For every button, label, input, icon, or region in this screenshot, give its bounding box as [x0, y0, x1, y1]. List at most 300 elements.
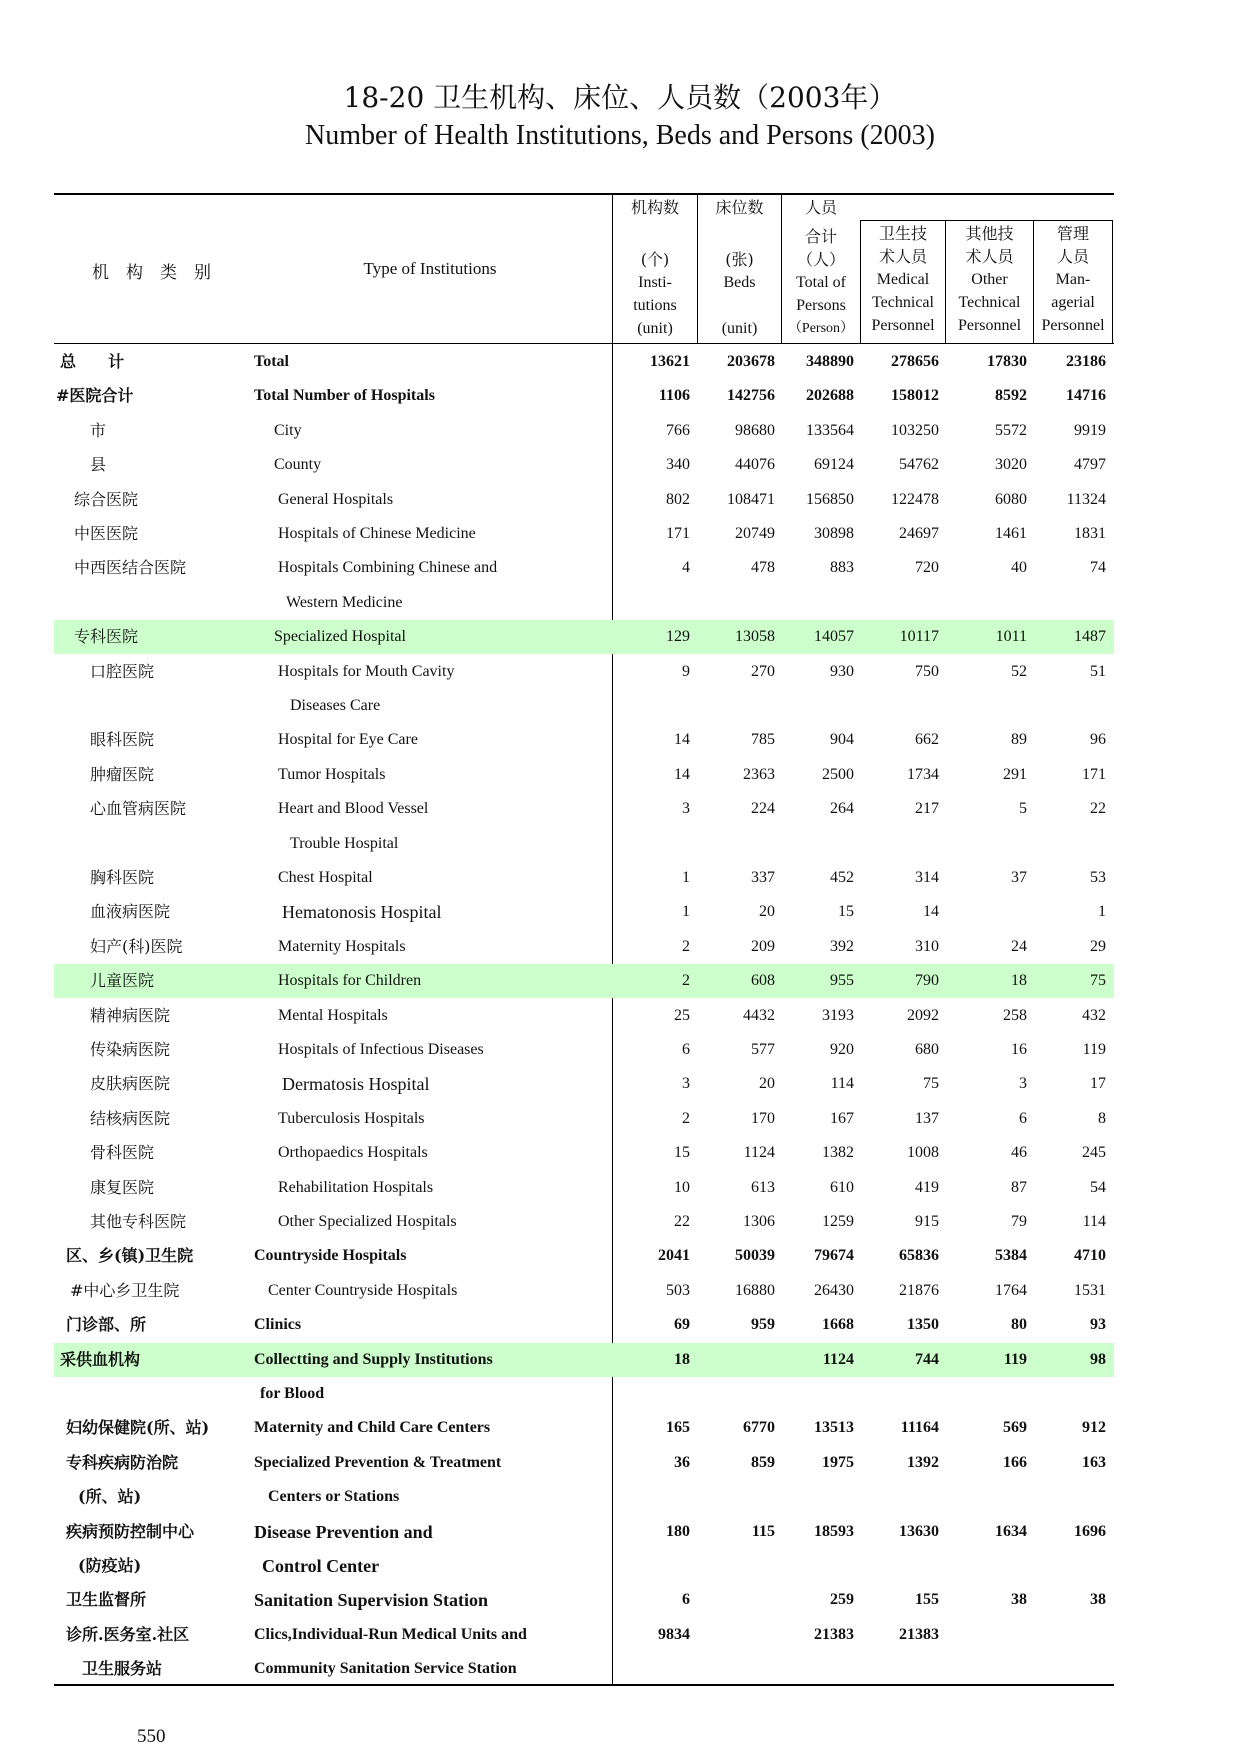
table-row: [54, 483, 1114, 517]
row-category-cn: 骨科医院: [90, 1143, 155, 1163]
cell-medical-technical: 54762: [899, 456, 939, 474]
table-row: [54, 1274, 1114, 1308]
cell-managerial: 114: [1082, 1213, 1106, 1230]
cell-beds: [697, 689, 775, 723]
cell-other-technical: 1634: [995, 1522, 1027, 1540]
cell-other-technical: 24: [1011, 937, 1027, 955]
row-type-en: Clinics: [254, 1316, 302, 1334]
cell-managerial: 171: [1082, 765, 1106, 783]
cell-total-persons: 930: [830, 662, 854, 680]
cell-medical-technical: 1392: [907, 1453, 939, 1471]
cell-institutions: 10: [674, 1178, 690, 1196]
cell-total-persons: 14057: [814, 628, 854, 646]
cell-institutions: 1: [682, 869, 690, 886]
table-row: [54, 827, 1114, 861]
row-type-en: Tumor Hospitals: [278, 765, 386, 783]
cell-other-technical: [945, 895, 1027, 929]
cell-institutions: 25: [674, 1006, 690, 1024]
cell-other-technical: 46: [1011, 1144, 1027, 1162]
row-category-cn: 胸科医院: [90, 868, 155, 887]
row-type-en: Total Number of Hospitals: [254, 387, 435, 405]
cell-total-persons: 1382: [822, 1144, 854, 1162]
cell-medical-technical: 14: [923, 903, 939, 921]
page-number: 550: [137, 1726, 166, 1747]
row-category-cn: 传染病医院: [90, 1040, 171, 1059]
cell-institutions: 36: [674, 1453, 690, 1471]
header-institutions: 机构数 (个) Insti- tutions (unit): [630, 198, 679, 337]
cell-other-technical: 38: [1011, 1591, 1027, 1609]
row-type-en: General Hospitals: [278, 490, 394, 508]
row-category-cn: 结核病医院: [90, 1108, 171, 1128]
row-type-en: Heart and Blood Vessel: [278, 800, 429, 818]
header-persons-group: 人员 合计 （人） Total of Persons （Person）: [787, 198, 855, 336]
cell-medical-technical: 217: [915, 800, 939, 818]
cell-total-persons: 392: [830, 937, 854, 955]
cell-total-persons: 18593: [814, 1522, 854, 1540]
row-category-cn: (防疫站): [78, 1556, 142, 1575]
cell-medical-technical: 65836: [899, 1247, 939, 1265]
table-row: [54, 586, 1114, 620]
cell-managerial: 245: [1082, 1144, 1106, 1162]
row-category-cn: 诊所.医务室.社区: [66, 1624, 190, 1644]
row-type-en: Specialized Prevention & Treatment: [254, 1453, 502, 1471]
page-title-en: Number of Health Institutions, Beds and Persons (2003): [305, 120, 935, 151]
cell-institutions: 9: [682, 662, 690, 680]
cell-institutions: 9834: [658, 1625, 690, 1643]
row-category-cn: 采供血机构: [60, 1349, 141, 1369]
cell-beds: 50039: [735, 1247, 775, 1265]
row-type-en: Dermatosis Hospital: [282, 1074, 430, 1095]
cell-other-technical: 17830: [987, 353, 1027, 370]
cell-institutions: 15: [674, 1144, 690, 1162]
cell-other-technical: 3020: [995, 456, 1027, 474]
cell-beds: 337: [751, 869, 775, 886]
table-row: [54, 1549, 1114, 1583]
header-beds: 床位数 (张) Beds (unit): [715, 198, 764, 337]
cell-beds: [697, 1583, 775, 1617]
table-row: [54, 1343, 1114, 1377]
cell-beds: 20749: [735, 525, 775, 542]
cell-beds: 209: [751, 937, 775, 955]
cell-total-persons: 156850: [806, 490, 854, 508]
cell-managerial: [1033, 1652, 1106, 1686]
cell-other-technical: [945, 1652, 1027, 1686]
table-row: [54, 1377, 1114, 1411]
table-row: [54, 1205, 1114, 1239]
table-row: [54, 861, 1114, 895]
cell-managerial: 9919: [1074, 421, 1106, 439]
row-category-cn: #中心乡卫生院: [70, 1280, 180, 1300]
cell-beds: 20: [759, 903, 775, 921]
row-category-cn: 卫生服务站: [82, 1659, 163, 1679]
row-type-en: Orthopaedics Hospitals: [278, 1144, 428, 1162]
cell-medical-technical: 75: [923, 1075, 939, 1093]
cell-institutions: 766: [666, 421, 690, 439]
cell-total-persons: 259: [830, 1591, 854, 1609]
cell-institutions: 503: [666, 1281, 690, 1299]
cell-beds: 142756: [727, 387, 775, 405]
cell-managerial: 8: [1098, 1109, 1106, 1127]
cell-other-technical: 40: [1011, 559, 1027, 577]
cell-medical-technical: 13630: [899, 1522, 939, 1540]
table-row: [54, 895, 1114, 929]
row-category-cn: 肿瘤医院: [90, 764, 155, 784]
row-category-cn: 眼科医院: [90, 730, 155, 750]
row-type-en: City: [274, 421, 302, 439]
row-type-en: Tuberculosis Hospitals: [278, 1109, 425, 1127]
cell-managerial: 4797: [1074, 456, 1106, 474]
cell-other-technical: 80: [1011, 1316, 1027, 1334]
table-row: [54, 517, 1114, 551]
cell-managerial: 119: [1082, 1041, 1106, 1058]
cell-total-persons: [781, 1652, 854, 1686]
cell-beds: 959: [751, 1316, 775, 1334]
cell-beds: [697, 1549, 775, 1583]
cell-medical-technical: 24697: [899, 525, 939, 542]
cell-other-technical: [945, 1549, 1027, 1583]
cell-beds: 20: [759, 1075, 775, 1093]
cell-total-persons: [781, 689, 854, 723]
row-type-en: Diseases Care: [290, 697, 381, 714]
cell-institutions: [612, 827, 690, 861]
cell-medical-technical: 1008: [907, 1144, 939, 1162]
row-category-cn: 其他专科医院: [90, 1212, 187, 1231]
page-title-cn: 18-20 卫生机构、床位、人员数（2003年）: [343, 81, 897, 114]
cell-total-persons: [781, 1480, 854, 1514]
cell-medical-technical: 680: [915, 1041, 939, 1058]
cell-total-persons: 3193: [822, 1006, 854, 1024]
cell-medical-technical: 750: [915, 662, 939, 680]
cell-total-persons: 114: [830, 1075, 854, 1093]
cell-beds: 785: [751, 731, 775, 749]
cell-managerial: 163: [1082, 1453, 1106, 1471]
cell-institutions: [612, 1652, 690, 1686]
cell-medical-technical: 419: [915, 1178, 939, 1196]
table-top-rule: [54, 193, 1114, 195]
cell-total-persons: 920: [830, 1041, 854, 1058]
cell-other-technical: 16: [1011, 1041, 1027, 1058]
cell-medical-technical: 662: [915, 731, 939, 749]
cell-beds: 108471: [727, 490, 775, 508]
cell-total-persons: 883: [830, 559, 854, 577]
row-type-en: Countryside Hospitals: [254, 1247, 407, 1265]
row-category-cn: 中西医结合医院: [74, 558, 187, 578]
cell-total-persons: 21383: [814, 1625, 854, 1643]
cell-institutions: 6: [682, 1041, 690, 1058]
cell-other-technical: 87: [1011, 1178, 1027, 1196]
table-row: [54, 1411, 1114, 1445]
cell-other-technical: 37: [1011, 869, 1027, 886]
cell-institutions: [612, 1377, 690, 1411]
row-category-cn: 市: [90, 420, 107, 440]
table-row: [54, 1480, 1114, 1514]
row-type-en: Mental Hospitals: [278, 1006, 388, 1024]
cell-institutions: [612, 1480, 690, 1514]
row-type-en: Collectting and Supply Institutions: [254, 1350, 493, 1368]
cell-beds: 170: [751, 1109, 775, 1127]
cell-other-technical: 3: [1019, 1075, 1027, 1093]
cell-managerial: 23186: [1066, 353, 1106, 370]
row-type-en: Other Specialized Hospitals: [278, 1213, 457, 1230]
header-bottom-rule: [54, 343, 1114, 344]
cell-other-technical: 1764: [995, 1281, 1027, 1299]
table-row: [54, 723, 1114, 757]
cell-beds: 115: [751, 1522, 775, 1540]
cell-managerial: 74: [1090, 559, 1106, 577]
cell-other-technical: 569: [1003, 1419, 1027, 1437]
cell-institutions: 6: [682, 1591, 690, 1609]
row-type-en: County: [274, 456, 322, 474]
cell-total-persons: 1124: [822, 1350, 854, 1368]
cell-other-technical: 291: [1003, 765, 1027, 783]
cell-institutions: 4: [682, 559, 690, 577]
persons-subgroup-rule: [860, 220, 1113, 221]
row-category-cn: 总 计: [60, 352, 125, 371]
cell-beds: 6770: [743, 1419, 775, 1437]
cell-total-persons: 69124: [814, 456, 854, 474]
cell-other-technical: 79: [1011, 1213, 1027, 1230]
cell-managerial: [1033, 1618, 1106, 1652]
cell-total-persons: 1259: [822, 1213, 854, 1230]
cell-institutions: 14: [674, 731, 690, 749]
cell-other-technical: [945, 689, 1027, 723]
cell-managerial: [1033, 1377, 1106, 1411]
cell-other-technical: 1461: [995, 525, 1027, 542]
row-type-en: Rehabilitation Hospitals: [278, 1178, 434, 1196]
row-type-en: for Blood: [260, 1385, 325, 1402]
cell-medical-technical: 103250: [891, 421, 939, 439]
cell-total-persons: [781, 1377, 854, 1411]
row-category-cn: 专科疾病防治院: [66, 1452, 179, 1472]
header-other: 其他技 术人员 Other Technical Personnel: [957, 224, 1022, 334]
cell-institutions: 165: [666, 1419, 690, 1437]
table-row: [54, 758, 1114, 792]
cell-managerial: 51: [1090, 662, 1106, 680]
row-category-cn: 心血管病医院: [90, 799, 187, 819]
row-type-en: Chest Hospital: [278, 869, 373, 886]
cell-medical-technical: 915: [915, 1213, 939, 1230]
cell-other-technical: 5: [1019, 800, 1027, 818]
row-type-en: Center Countryside Hospitals: [268, 1281, 458, 1299]
cell-total-persons: 904: [830, 731, 854, 749]
row-type-en: Specialized Hospital: [274, 628, 406, 646]
cell-managerial: [1033, 1549, 1106, 1583]
cell-beds: [697, 1480, 775, 1514]
cell-medical-technical: 310: [915, 937, 939, 955]
cell-beds: [697, 1618, 775, 1652]
cell-institutions: 2: [682, 937, 690, 955]
cell-beds: 224: [751, 800, 775, 818]
cell-managerial: [1033, 689, 1106, 723]
cell-beds: 613: [751, 1178, 775, 1196]
cell-total-persons: 13513: [814, 1419, 854, 1437]
cell-medical-technical: 2092: [907, 1006, 939, 1024]
table-row: [54, 414, 1114, 448]
cell-managerial: [1033, 586, 1106, 620]
row-type-en: Centers or Stations: [268, 1488, 400, 1506]
table-row: [54, 1102, 1114, 1136]
cell-medical-technical: 11164: [900, 1419, 939, 1437]
table-row: [54, 1171, 1114, 1205]
cell-managerial: 75: [1090, 972, 1106, 990]
cell-beds: 1306: [743, 1213, 775, 1230]
row-category-cn: #医院合计: [56, 386, 134, 406]
cell-total-persons: 1975: [822, 1453, 854, 1471]
cell-other-technical: 5384: [995, 1247, 1027, 1265]
cell-managerial: 432: [1082, 1006, 1106, 1024]
cell-managerial: 29: [1090, 937, 1106, 955]
cell-managerial: 1696: [1074, 1522, 1106, 1540]
cell-managerial: 912: [1082, 1419, 1106, 1437]
cell-medical-technical: [860, 827, 939, 861]
cell-medical-technical: [860, 1652, 939, 1686]
table-row: [54, 1446, 1114, 1480]
cell-beds: 478: [751, 559, 775, 577]
cell-beds: 44076: [735, 456, 775, 474]
cell-total-persons: 452: [830, 869, 854, 886]
cell-beds: 577: [751, 1041, 775, 1058]
cell-institutions: [612, 586, 690, 620]
cell-other-technical: [945, 1377, 1027, 1411]
table-row: [54, 689, 1114, 723]
row-category-cn: 皮肤病医院: [90, 1074, 171, 1094]
cell-beds: [697, 827, 775, 861]
cell-managerial: 22: [1090, 800, 1106, 818]
cell-other-technical: 18: [1011, 972, 1027, 990]
cell-medical-technical: 122478: [891, 490, 939, 508]
cell-medical-technical: [860, 1480, 939, 1514]
table-row: [54, 620, 1114, 654]
table-row: [54, 999, 1114, 1033]
cell-other-technical: [945, 1618, 1027, 1652]
row-type-en: Control Center: [262, 1556, 380, 1576]
row-type-en: Maternity and Child Care Centers: [254, 1419, 491, 1437]
cell-total-persons: 133564: [806, 421, 854, 439]
row-type-en: Community Sanitation Service Station: [254, 1660, 517, 1678]
table-row: [54, 1033, 1114, 1067]
cell-other-technical: [945, 586, 1027, 620]
cell-beds: [697, 586, 775, 620]
cell-managerial: 17: [1090, 1075, 1106, 1093]
cell-managerial: 1: [1098, 903, 1106, 921]
row-category-cn: 卫生监督所: [66, 1590, 147, 1610]
cell-other-technical: [945, 1480, 1027, 1514]
cell-medical-technical: 158012: [891, 387, 939, 405]
cell-managerial: 11324: [1066, 490, 1106, 508]
cell-medical-technical: 790: [915, 972, 939, 990]
cell-other-technical: 119: [1003, 1350, 1027, 1368]
cell-beds: 16880: [735, 1281, 775, 1299]
cell-total-persons: 348890: [806, 353, 854, 370]
cell-total-persons: 15: [838, 903, 854, 921]
cell-institutions: 1: [682, 903, 690, 921]
cell-total-persons: 167: [830, 1109, 854, 1127]
cell-institutions: 180: [666, 1522, 690, 1540]
row-category-cn: 中医医院: [74, 524, 139, 543]
cell-institutions: 3: [682, 800, 690, 818]
row-type-en: Clics,Individual-Run Medical Units and: [254, 1625, 527, 1643]
row-type-en: Hospitals of Infectious Diseases: [278, 1041, 484, 1058]
cell-beds: 2363: [743, 765, 775, 783]
cell-institutions: 802: [666, 490, 690, 508]
cell-beds: 13058: [735, 628, 775, 646]
cell-medical-technical: 744: [915, 1350, 939, 1368]
table-row: [54, 379, 1114, 413]
cell-managerial: 4710: [1074, 1247, 1106, 1265]
header-type-en: Type of Institutions: [363, 259, 497, 278]
cell-medical-technical: 10117: [899, 628, 939, 646]
cell-beds: 859: [751, 1453, 775, 1471]
cell-other-technical: 8592: [995, 387, 1027, 405]
row-type-en: Trouble Hospital: [290, 834, 399, 852]
table-row: [54, 1618, 1114, 1652]
cell-total-persons: 26430: [814, 1281, 854, 1299]
cell-managerial: 53: [1090, 869, 1106, 886]
cell-beds: [697, 1377, 775, 1411]
table-row: [54, 1652, 1114, 1686]
cell-total-persons: 30898: [814, 525, 854, 542]
row-category-cn: 综合医院: [74, 489, 139, 509]
cell-total-persons: 79674: [814, 1247, 854, 1265]
table-row: [54, 448, 1114, 482]
cell-total-persons: 264: [830, 800, 854, 818]
cell-total-persons: 2500: [822, 765, 854, 783]
cell-managerial: 96: [1090, 731, 1106, 749]
cell-managerial: 93: [1090, 1316, 1106, 1334]
cell-beds: [697, 1343, 775, 1377]
cell-managerial: 14716: [1066, 387, 1106, 405]
cell-medical-technical: 137: [915, 1109, 939, 1127]
row-type-en: Hospitals Combining Chinese and: [278, 559, 498, 577]
cell-institutions: 171: [666, 525, 690, 542]
cell-beds: 4432: [743, 1006, 775, 1024]
row-category-cn: 精神病医院: [90, 1005, 171, 1025]
cell-other-technical: 258: [1003, 1006, 1027, 1024]
cell-other-technical: 52: [1011, 662, 1027, 680]
cell-institutions: [612, 1549, 690, 1583]
cell-managerial: 38: [1090, 1591, 1106, 1609]
row-type-en: Western Medicine: [286, 593, 403, 611]
row-type-en: Sanitation Supervision Station: [254, 1590, 489, 1611]
cell-managerial: 1487: [1074, 628, 1106, 646]
row-category-cn: 县: [90, 455, 107, 475]
cell-beds: 270: [751, 662, 775, 680]
row-category-cn: 专科医院: [74, 627, 139, 647]
cell-total-persons: [781, 586, 854, 620]
cell-institutions: 14: [674, 765, 690, 783]
cell-other-technical: 89: [1011, 731, 1027, 749]
cell-managerial: 54: [1090, 1178, 1106, 1196]
table-row: [54, 655, 1114, 689]
row-category-cn: 康复医院: [90, 1177, 155, 1197]
row-type-en: Maternity Hospitals: [278, 937, 406, 955]
row-type-en: Hospital for Eye Care: [278, 731, 418, 749]
cell-medical-technical: [860, 1549, 939, 1583]
cell-institutions: 69: [674, 1316, 690, 1334]
cell-institutions: 3: [682, 1075, 690, 1093]
row-category-cn: 血液病医院: [90, 902, 171, 922]
cell-total-persons: [781, 827, 854, 861]
cell-beds: 98680: [735, 421, 775, 439]
row-type-en: Total: [254, 353, 289, 370]
cell-total-persons: 955: [830, 972, 854, 990]
row-type-en: Hospitals for Children: [278, 972, 422, 990]
table-row: [54, 1067, 1114, 1101]
cell-beds: [697, 1652, 775, 1686]
divider-managerial-right: [1112, 220, 1113, 344]
table-row: [54, 792, 1114, 826]
cell-total-persons: 610: [830, 1178, 854, 1196]
